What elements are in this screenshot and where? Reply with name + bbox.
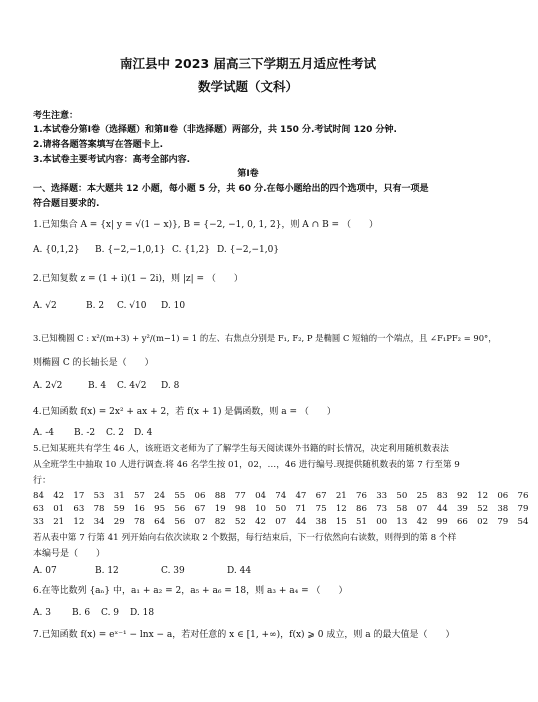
notice-item: 2.请将各题答案填写在答题卡上.: [33, 140, 164, 150]
q5-option-a: A. 07: [33, 566, 57, 576]
table-cell: 31: [113, 491, 125, 501]
table-cell: 52: [477, 504, 489, 514]
table-cell: 86: [356, 504, 367, 514]
table-cell: 06: [194, 491, 206, 501]
table-cell: 39: [456, 504, 468, 514]
table-cell: 25: [416, 491, 428, 501]
table-cell: 66: [456, 517, 468, 527]
table-cell: 76: [517, 491, 529, 501]
table-cell: 56: [174, 517, 186, 527]
table-cell: 06: [497, 491, 509, 501]
table-cell: 59: [113, 504, 125, 514]
q5-option-b: B. 12: [95, 566, 119, 576]
table-cell: 56: [174, 504, 186, 514]
q2-option-c: C. √10: [117, 301, 147, 311]
table-cell: 74: [275, 491, 287, 501]
table-cell: 19: [214, 504, 226, 514]
table-cell: 02: [477, 517, 489, 527]
table-cell: 57: [133, 491, 145, 501]
q6-option-d: D. 18: [130, 608, 155, 618]
table-cell: 63: [33, 504, 44, 514]
q2-option-b: B. 2: [86, 301, 105, 311]
table-cell: 78: [93, 504, 105, 514]
table-cell: 07: [194, 517, 206, 527]
table-cell: 38: [315, 517, 327, 527]
table-cell: 63: [73, 504, 85, 514]
table-cell: 17: [73, 491, 85, 501]
q2-option-a: A. √2: [33, 301, 57, 311]
q5-option-d: D. 44: [227, 566, 252, 576]
table-cell: 99: [436, 517, 448, 527]
table-cell: 50: [275, 504, 287, 514]
q1-option-d: D. {−2,−1,0}: [217, 245, 280, 255]
question-3-stem: 3.已知椭圆 C : x²/(m+3) + y²/(m−1) = 1 的左、右焦点分别是 F₁, F₂, P 是椭圆 C 短轴的一个端点，且 ∠F₁PF₂ = 90°，: [33, 333, 497, 343]
table-cell: 15: [335, 517, 347, 527]
table-cell: 73: [376, 504, 388, 514]
table-cell: 13: [396, 517, 408, 527]
table-cell: 12: [477, 491, 489, 501]
question-2-stem: 2.已知复数 z = (1 + i)(1 − 2i)，则 |z| = （ ）: [33, 274, 243, 284]
table-cell: 12: [73, 517, 85, 527]
table-cell: 78: [133, 517, 145, 527]
table-cell: 67: [194, 504, 206, 514]
exam-title: 南江县中 2023 届高三下学期五月适应性考试: [120, 56, 376, 71]
table-row: [33, 490, 538, 503]
table-cell: 44: [436, 504, 448, 514]
table-cell: 77: [234, 491, 246, 501]
question-1-stem: 1.已知集合 A = {x| y = √(1 − x)}, B = {−2, −1, 0, 1, 2}，则 A ∩ B = （ ）: [33, 220, 378, 230]
table-cell: 01: [53, 504, 65, 514]
table-cell: 98: [234, 504, 246, 514]
q6-option-c: C. 9: [101, 608, 120, 618]
table-cell: 71: [295, 504, 307, 514]
notice-item: 1.本试卷分第Ⅰ卷（选择题）和第Ⅱ卷（非选择题）两部分，共 150 分.考试时间 120 分钟.: [33, 125, 397, 135]
question-5-stem-cont: 从全班学生中抽取 10 人进行调查.将 46 名学生按 01，02，…，46 进行编号.现提供随机数表的第 7 行至第 9: [33, 460, 460, 470]
table-cell: 33: [33, 517, 44, 527]
table-cell: 79: [517, 504, 529, 514]
question-4-stem: 4.已知函数 f(x) = 2x² + ax + 2，若 f(x + 1) 是偶函数，则 a = （ ）: [33, 407, 336, 417]
table-cell: 55: [174, 491, 186, 501]
question-5-stem-cont: 本编号是（ ）: [33, 549, 106, 559]
table-cell: 10: [255, 504, 266, 514]
q1-option-b: B. {−2,−1,0,1}: [95, 245, 166, 255]
question-5-stem: 5.已知某班共有学生 46 人，该班语文老师为了了解学生每天阅读课外书籍的时长情况，决定利用随机数表法: [33, 444, 449, 454]
question-5-stem-cont: 行：: [33, 476, 52, 486]
table-cell: 79: [497, 517, 509, 527]
table-cell: 42: [53, 491, 65, 501]
table-cell: 67: [315, 491, 327, 501]
table-cell: 24: [154, 491, 166, 501]
section-intro: 一、选择题：本大题共 12 小题，每小题 5 分，共 60 分.在每小题给出的四个选项中，只有一项是: [33, 184, 429, 194]
table-cell: 16: [133, 504, 145, 514]
q1-option-a: A. {0,1,2}: [33, 245, 80, 255]
question-7-stem: 7.已知函数 f(x) = eˣ⁻¹ − lnx − a，若对任意的 x ∈ [1, +∞)，f(x) ⩾ 0 成立，则 a 的最大值是（ ）: [33, 630, 455, 640]
table-cell: 54: [517, 517, 529, 527]
table-cell: 64: [154, 517, 166, 527]
table-cell: 75: [315, 504, 327, 514]
q4-option-c: C. 2: [106, 428, 125, 438]
random-number-table: [33, 490, 538, 529]
q4-option-d: D. 4: [134, 428, 153, 438]
table-row: [33, 516, 538, 529]
q3-option-b: B. 4: [88, 381, 107, 391]
q1-option-c: C. {1,2}: [172, 245, 211, 255]
table-cell: 21: [335, 491, 347, 501]
table-cell: 00: [376, 517, 388, 527]
notice-heading: 考生注意：: [33, 111, 79, 121]
table-cell: 34: [93, 517, 105, 527]
table-cell: 53: [93, 491, 105, 501]
table-cell: 38: [497, 504, 509, 514]
q2-option-d: D. 10: [161, 301, 186, 311]
table-cell: 52: [234, 517, 246, 527]
q5-option-c: C. 39: [161, 566, 185, 576]
q3-option-c: C. 4√2: [117, 381, 147, 391]
q3-option-a: A. 2√2: [33, 381, 63, 391]
question-3-stem-cont: 则椭圆 C 的长轴长是（ ）: [33, 358, 154, 368]
table-cell: 95: [154, 504, 166, 514]
table-cell: 58: [396, 504, 408, 514]
q3-option-d: D. 8: [161, 381, 180, 391]
table-cell: 21: [53, 517, 65, 527]
q4-option-b: B. -2: [74, 428, 96, 438]
section-intro: 符合题目要求的.: [33, 199, 100, 209]
table-cell: 04: [255, 491, 266, 501]
table-cell: 07: [416, 504, 428, 514]
table-cell: 12: [335, 504, 347, 514]
question-6-stem: 6.在等比数列 {aₙ} 中，a₁ + a₂ = 2，a₅ + a₆ = 18，则 a₃ + a₄ = （ ）: [33, 586, 348, 596]
table-cell: 33: [376, 491, 388, 501]
table-cell: 42: [416, 517, 428, 527]
table-cell: 07: [275, 517, 287, 527]
table-cell: 44: [295, 517, 307, 527]
table-cell: 83: [436, 491, 448, 501]
table-cell: 47: [295, 491, 307, 501]
table-cell: 76: [356, 491, 367, 501]
table-cell: 51: [356, 517, 367, 527]
q6-option-a: A. 3: [33, 608, 51, 618]
question-5-stem-cont: 若从表中第 7 行第 41 列开始向右依次读取 2 个数据，每行结束后，下一行依然向右读数，则得到的第 8 个样: [33, 533, 457, 543]
table-cell: 42: [255, 517, 266, 527]
table-cell: 29: [113, 517, 125, 527]
table-cell: 88: [214, 491, 226, 501]
table-cell: 84: [33, 491, 44, 501]
table-row: [33, 503, 538, 516]
q4-option-a: A. -4: [33, 428, 54, 438]
exam-subtitle: 数学试题（文科）: [197, 79, 298, 94]
table-cell: 92: [456, 491, 468, 501]
q6-option-b: B. 6: [72, 608, 91, 618]
section-title: 第Ⅰ卷: [237, 169, 259, 179]
table-cell: 82: [214, 517, 226, 527]
notice-item: 3.本试卷主要考试内容：高考全部内容.: [33, 155, 191, 165]
table-cell: 50: [396, 491, 408, 501]
